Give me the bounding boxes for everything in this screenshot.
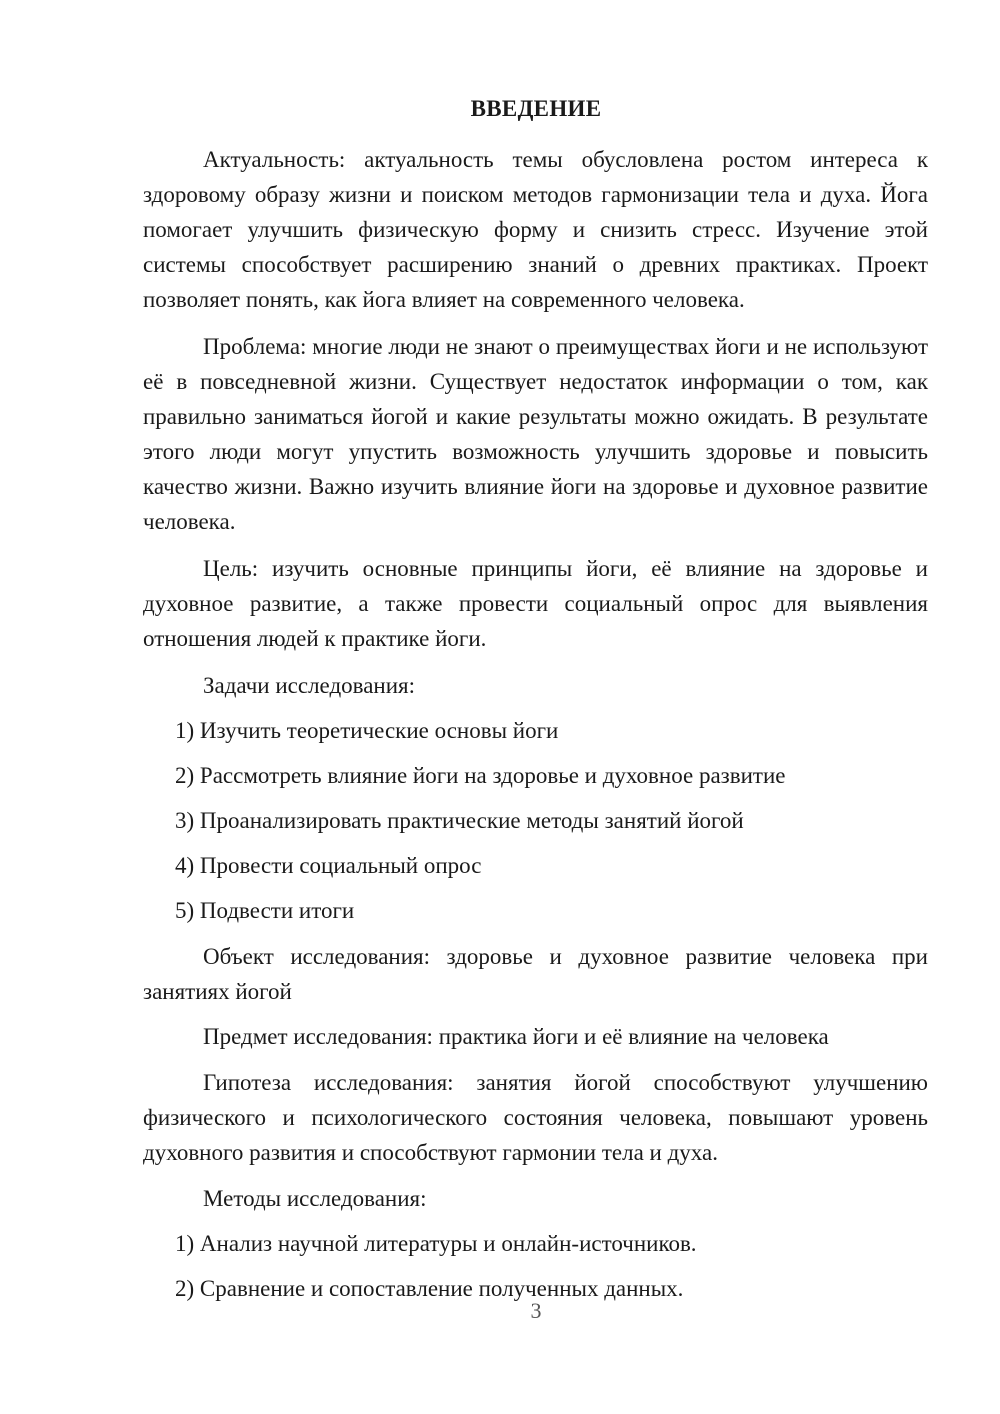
task-item: 4) Провести социальный опрос xyxy=(175,853,482,878)
task-item: 5) Подвести итоги xyxy=(175,898,355,923)
subject-paragraph: Предмет исследования: практика йоги и её влияние на человека xyxy=(203,1024,829,1049)
object-paragraph: Объект исследования: здоровье и духовное развитие человека при занятиях йогой xyxy=(143,944,928,1004)
task-item: 1) Изучить теоретические основы йоги xyxy=(175,718,559,743)
goal-paragraph: Цель: изучить основные принципы йоги, её влияние на здоровье и духовное развитие, а также провести социальный опрос для выявления отношения людей к практике йоги. xyxy=(143,556,928,651)
hypothesis-paragraph: Гипотеза исследования: занятия йогой способствуют улучшению физического и психологического состояния человека, повышают уровень духовного развития и способствуют гармонии тела и духа. xyxy=(143,1070,928,1165)
relevance-paragraph: Актуальность: актуальность темы обусловлена ростом интереса к здоровому образу жизни и поиском методов гармонизации тела и духа. Йога помогает улучшить физическую форму и снизить стресс. Изучение этой системы способствует расширению знаний о древних практиках. Проект позволяет понять, как йога влияет на современного человека. xyxy=(143,147,928,312)
hypothesis-block xyxy=(143,1065,928,1170)
task-item: 3) Проанализировать практические методы занятий йогой xyxy=(175,808,744,833)
problem-block xyxy=(143,329,928,539)
task-item: 2) Рассмотреть влияние йоги на здоровье и духовное развитие xyxy=(175,763,786,788)
methods-heading-block xyxy=(143,1181,928,1216)
relevance-block xyxy=(143,142,928,317)
page-number: 3 xyxy=(530,1298,542,1323)
page-heading: ВВЕДЕНИЕ xyxy=(470,96,602,121)
goal-block xyxy=(143,551,928,656)
methods-heading: Методы исследования: xyxy=(203,1186,427,1211)
problem-paragraph: Проблема: многие люди не знают о преимуществах йоги и не используют её в повседневной жизни. Существует недостаток информации о том, как правильно заниматься йогой и какие результаты можно ожидать. В результате этого люди могут упустить возможность улучшить здоровье и повысить качество жизни. Важно изучить влияние йоги на здоровье и духовное развитие человека. xyxy=(143,334,928,534)
method-item: 1) Анализ научной литературы и онлайн-источников. xyxy=(175,1231,697,1256)
object-block xyxy=(143,939,928,1009)
subject-block xyxy=(143,1019,928,1054)
tasks-heading-block xyxy=(143,668,928,703)
tasks-heading: Задачи исследования: xyxy=(203,673,416,698)
method-item: 2) Сравнение и сопоставление полученных данных. xyxy=(175,1276,684,1301)
